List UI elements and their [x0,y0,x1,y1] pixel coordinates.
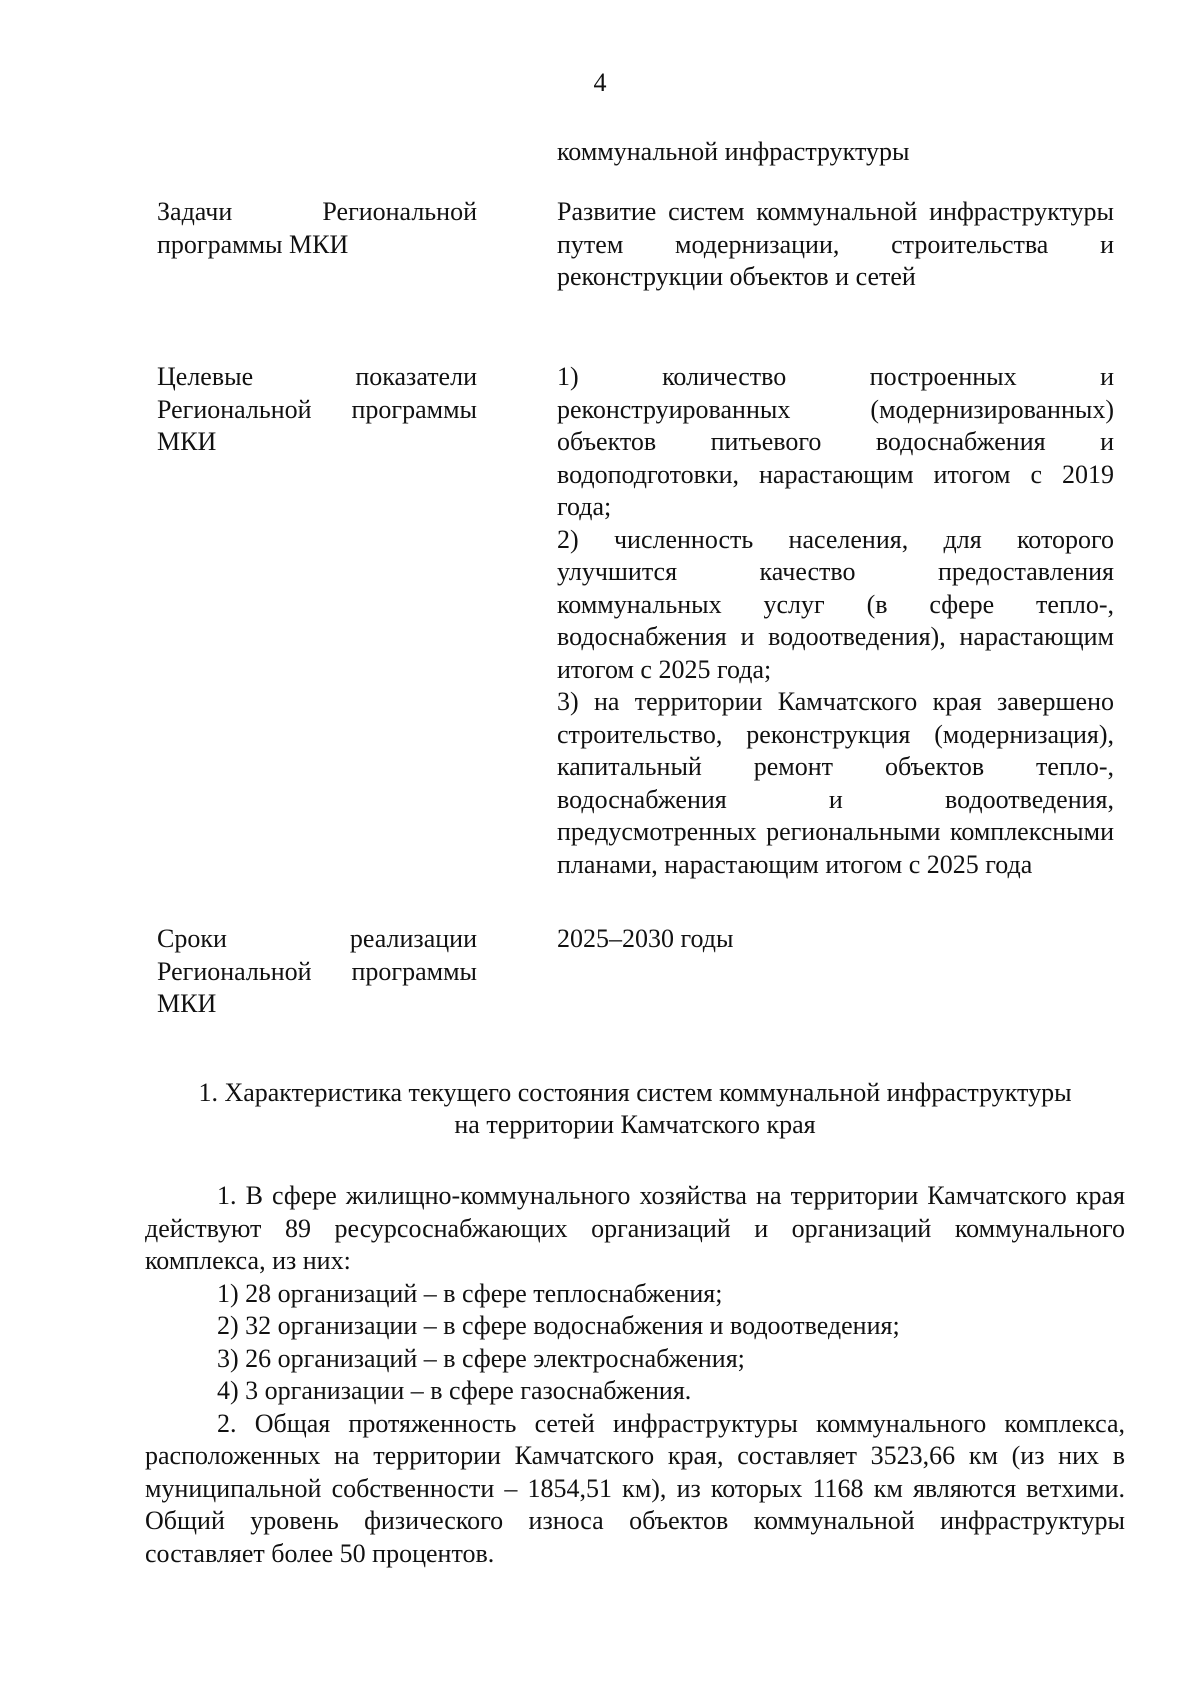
body-paragraph: 1. В сфере жилищно-коммунального хозяйства на территории Камчатского края действуют 89 ресурсоснабжающих организаций и организаций коммунального комплекса, из них: [145,1181,1125,1275]
passport-row-label: Задачи Региональной программы МКИ [157,197,477,259]
passport-row-implementation-period [157,923,1114,1021]
passport-row-label: Сроки реализации Региональной программы МКИ [157,924,477,1018]
previous-row-value-continuation: коммунальной инфраструктуры [557,137,910,166]
passport-row-value [557,923,1114,956]
program-passport-table [157,196,1114,1021]
list-item: 3) 26 организаций – в сфере электроснабжения; [217,1343,745,1373]
list-item: 4) 3 организации – в сфере газоснабжения. [217,1376,692,1405]
indicator-item: 2) численность населения, для которого улучшится качество предоставления коммунальных услуг (в сфере тепло-, водоснабжения и водоотведения), нарастающим итогом с 2025 года; [557,524,1114,684]
section-heading-line: 1. Характеристика текущего состояния систем коммунальной инфраструктуры [198,1078,1072,1107]
section-heading [145,1077,1125,1141]
passport-value-text: Развитие систем коммунальной инфраструктуры путем модернизации, строительства и реконструкции объектов и сетей [557,197,1114,291]
page-number: 4 [593,68,607,97]
list-item: 2) 32 организации – в сфере водоснабжения и водоотведения; [217,1311,900,1340]
passport-value-text: 2025–2030 годы [557,924,734,953]
body-paragraph: 2. Общая протяженность сетей инфраструктуры коммунального комплекса, расположенных на территории Камчатского края, составляет 3523,66 км (из них в муниципальной собственности – 1854,51 км), из которых 1168 км являются ветхими. Общий уровень физического износа объектов коммунальной инфраструктуры составляет более 50 процентов. [145,1408,1125,1568]
indicator-item: 1) количество построенных и реконструированных (модернизированных) объектов питьевого водоснабжения и водоподготовки, нарастающим итогом с 2019 года; [557,362,1114,521]
section-heading-line: на территории Камчатского края [454,1110,816,1139]
indicator-item: 3) на территории Камчатского края завершено строительство, реконструкция (модернизация), капитальный ремонт объектов тепло-, водоснабжения и водоотведения, предусмотренных региональными комплексными планами, нарастающим итогом с 2025 года [557,687,1114,879]
passport-row-tasks [157,196,1114,361]
passport-row-value [557,361,1114,881]
list-item: 1) 28 организаций – в сфере теплоснабжения; [217,1278,723,1308]
section-body [145,1180,1125,1570]
passport-row-target-indicators [157,361,1114,923]
passport-row-value [557,196,1114,294]
passport-row-label: Целевые показатели Региональной программы МКИ [157,362,477,456]
